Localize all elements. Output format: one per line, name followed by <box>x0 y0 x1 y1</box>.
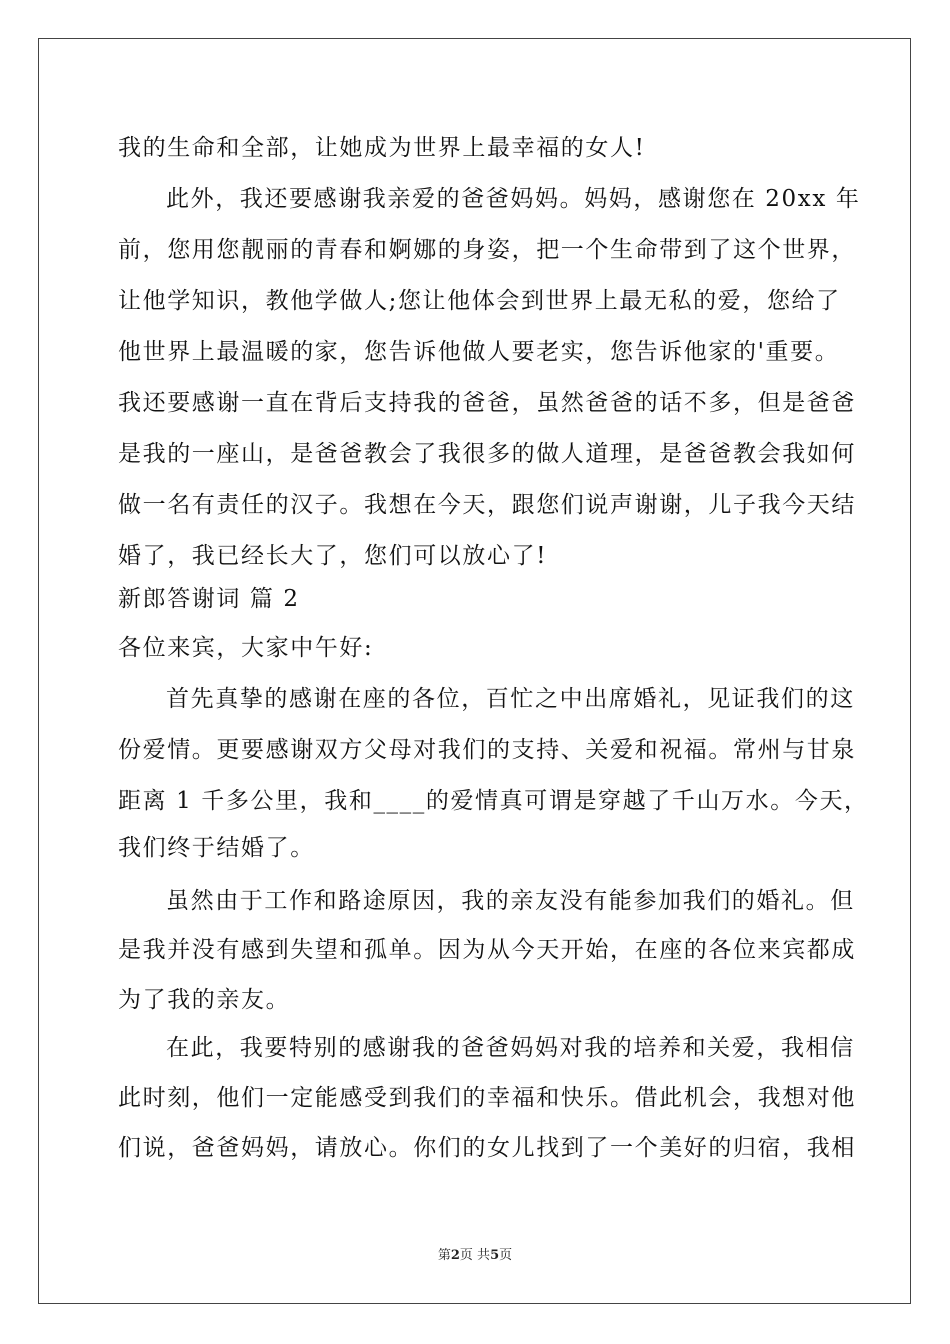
total-pages-number: 5 <box>490 1248 500 1263</box>
paragraph-line: 我的生命和全部，让她成为世界上最幸福的女人! <box>118 135 646 161</box>
salutation-line: 各位来宾，大家中午好: <box>118 635 374 661</box>
page-suffix: 页 <box>499 1248 513 1263</box>
page-footer <box>0 1244 950 1263</box>
paragraph-line: 前，您用您靓丽的青春和婀娜的身姿，把一个生命带到了这个世界， <box>118 237 856 263</box>
page-mid: 页 共 <box>459 1248 491 1263</box>
paragraph-line: 在此，我要特别的感谢我的爸爸妈妈对我的培养和关爱，我相信 <box>166 1035 855 1061</box>
page-prefix: 第 <box>437 1248 451 1263</box>
paragraph-line: 首先真挚的感谢在座的各位，百忙之中出席婚礼，见证我们的这 <box>166 686 855 712</box>
paragraph-line: 是我并没有感到失望和孤单。因为从今天开始，在座的各位来宾都成 <box>118 937 856 963</box>
page-border <box>38 38 911 1304</box>
paragraph-line: 距离 1 千多公里，我和____的爱情真可谓是穿越了千山万水。今天， <box>118 788 869 814</box>
paragraph-line: 此外，我还要感谢我亲爱的爸爸妈妈。妈妈，感谢您在 20xx 年 <box>166 186 861 212</box>
paragraph-line: 为了我的亲友。 <box>118 987 291 1013</box>
paragraph-line: 此时刻，他们一定能感受到我们的幸福和快乐。借此机会，我想对他 <box>118 1085 856 1111</box>
paragraph-line: 他世界上最温暖的家，您告诉他做人要老实，您告诉他家的'重要。 <box>118 339 840 365</box>
paragraph-line: 份爱情。更要感谢双方父母对我们的支持、关爱和祝福。常州与甘泉 <box>118 737 856 763</box>
paragraph-line: 我们终于结婚了。 <box>118 835 315 861</box>
current-page-number: 2 <box>450 1248 460 1263</box>
paragraph-line: 是我的一座山，是爸爸教会了我很多的做人道理，是爸爸教会我如何 <box>118 441 856 467</box>
paragraph-line: 们说，爸爸妈妈，请放心。你们的女儿找到了一个美好的归宿，我相 <box>118 1135 856 1161</box>
paragraph-line: 婚了，我已经长大了，您们可以放心了! <box>118 543 548 569</box>
paragraph-line: 让他学知识，教他学做人;您让他体会到世界上最无私的爱，您给了 <box>118 288 841 314</box>
paragraph-line: 我还要感谢一直在背后支持我的爸爸，虽然爸爸的话不多，但是爸爸 <box>118 390 856 416</box>
paragraph-line: 虽然由于工作和路途原因，我的亲友没有能参加我们的婚礼。但 <box>166 888 855 914</box>
paragraph-line: 做一名有责任的汉子。我想在今天，跟您们说声谢谢，儿子我今天结 <box>118 492 856 518</box>
section-heading: 新郎答谢词 篇 2 <box>118 586 300 612</box>
